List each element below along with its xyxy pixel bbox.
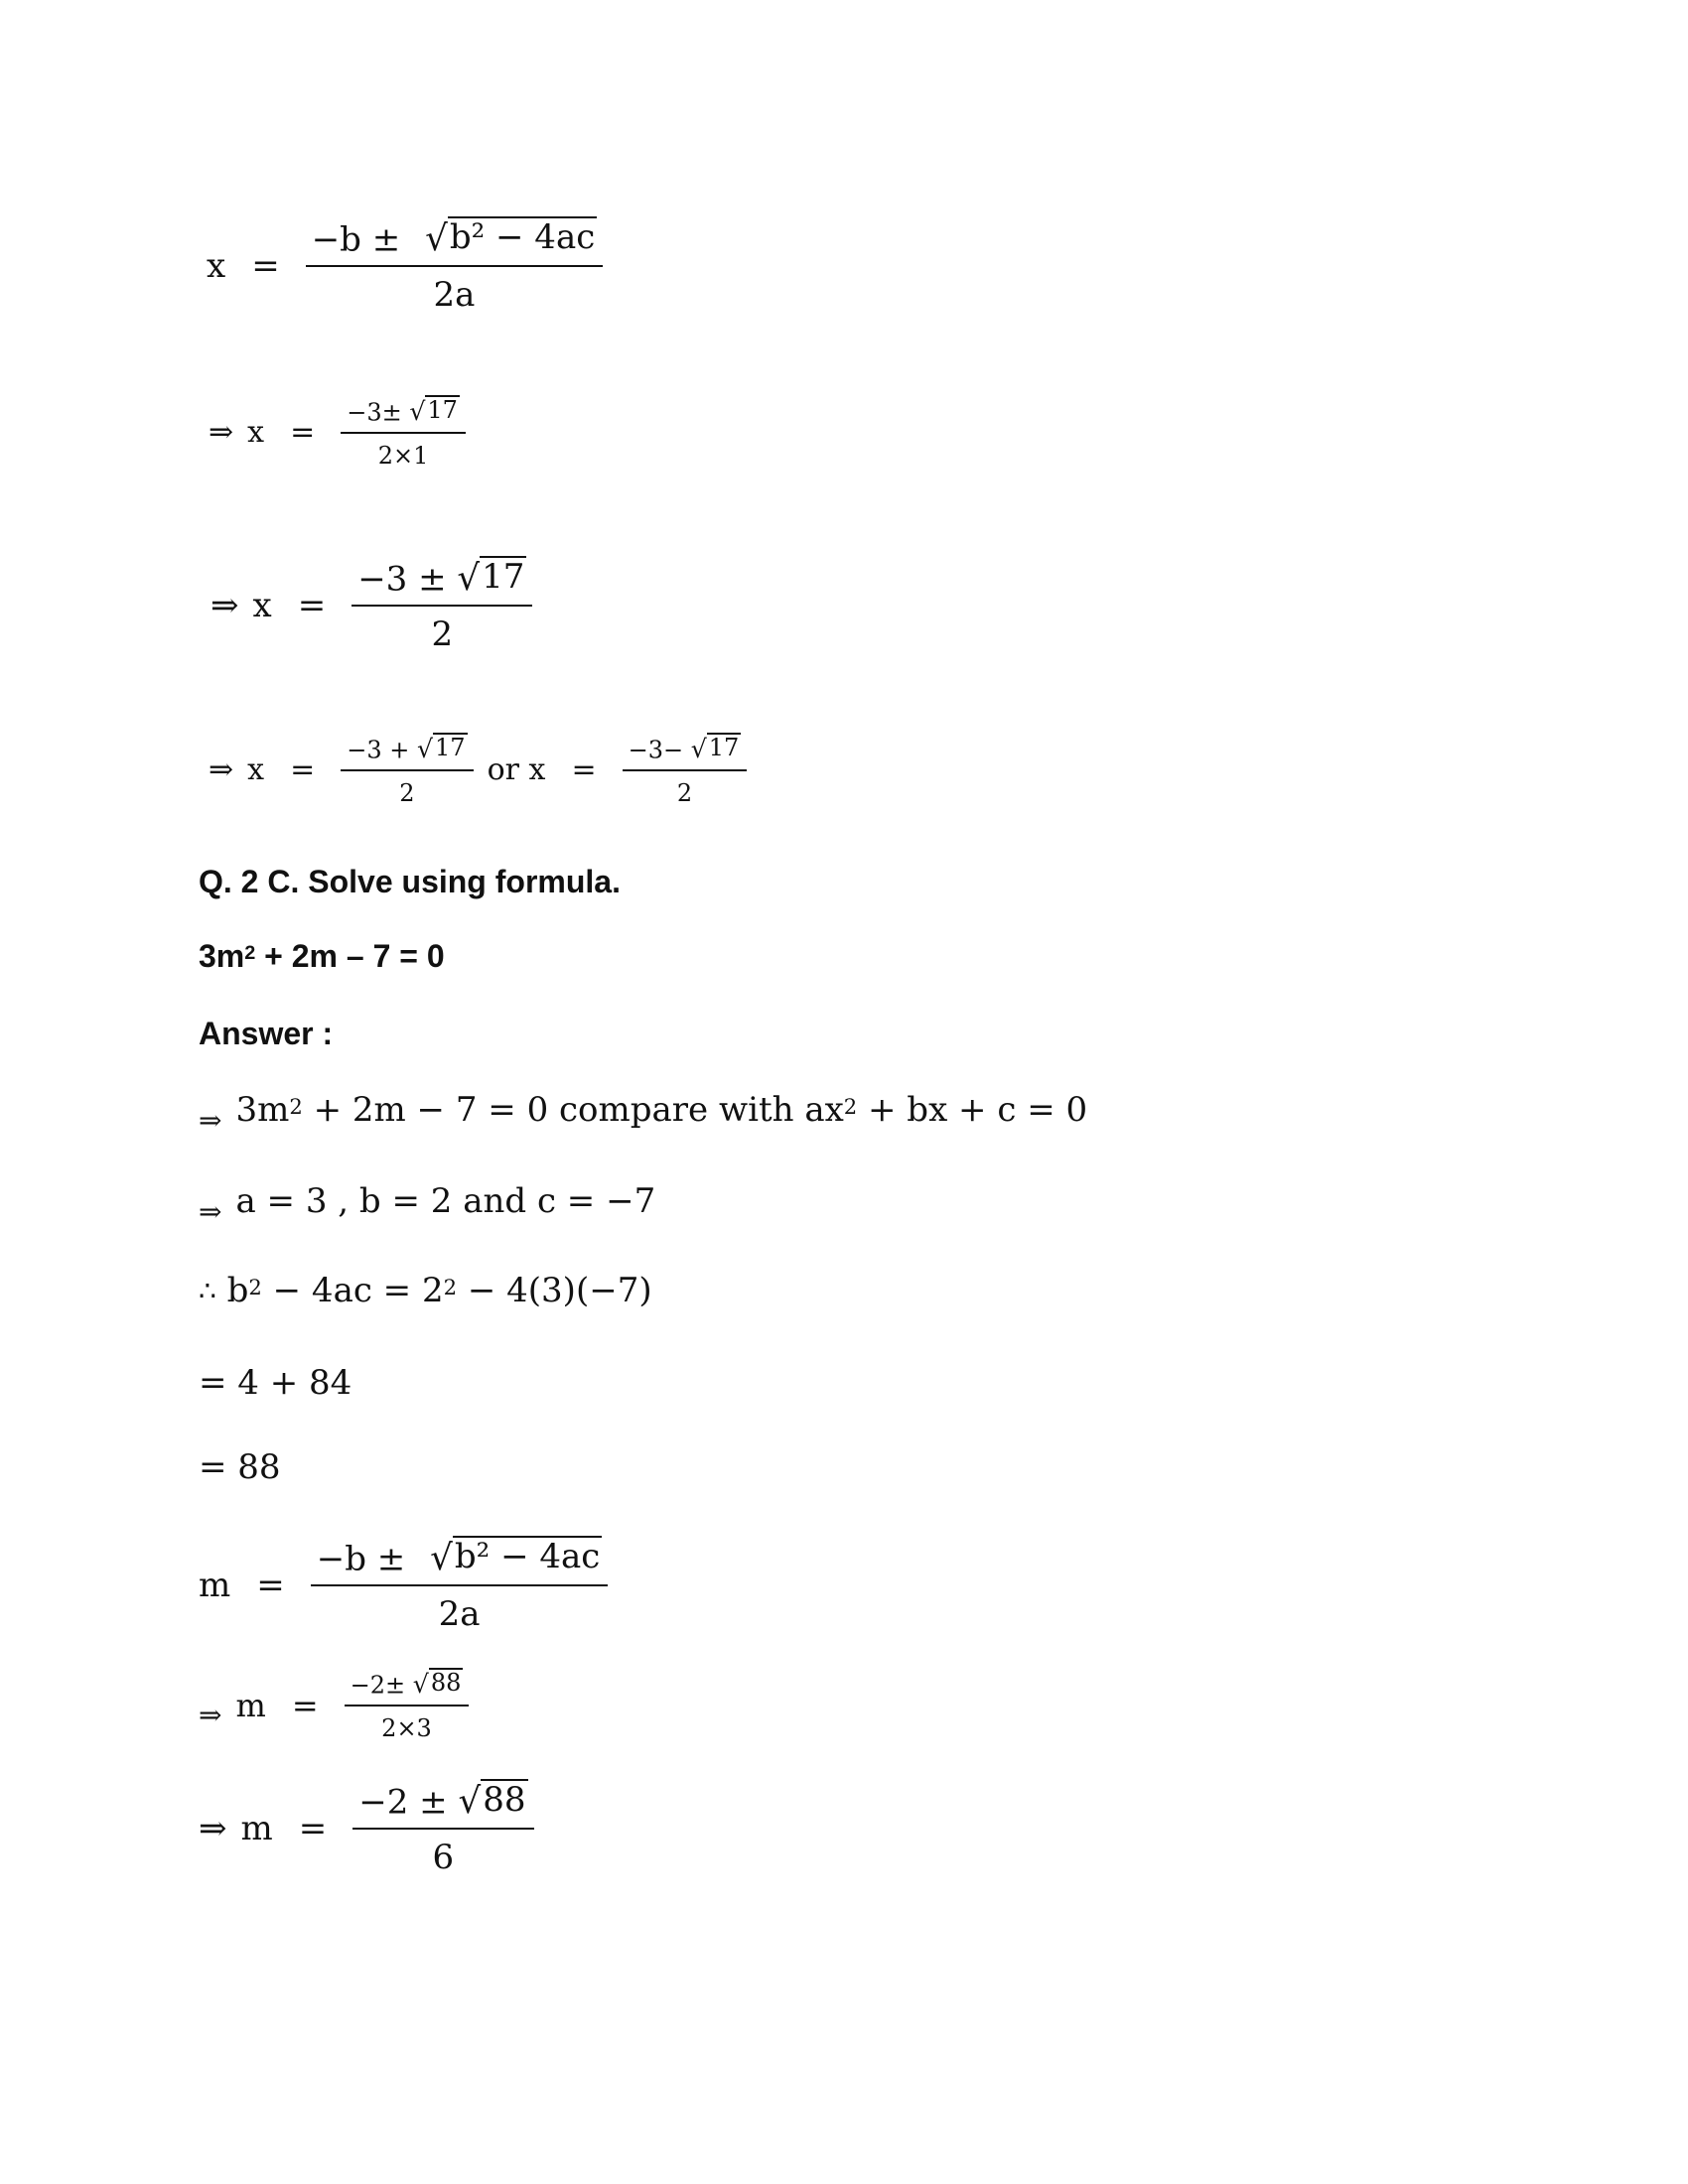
- solution-discriminant: [199, 1271, 652, 1310]
- square-root: [409, 395, 460, 425]
- exponent: 2: [244, 942, 256, 965]
- formula-lhs: m: [199, 1565, 231, 1605]
- question-title: Q. 2 C. Solve using formula.: [199, 864, 621, 899]
- numerator-prefix: −3 +: [347, 736, 410, 764]
- therefore-symbol: ∴: [199, 1274, 216, 1307]
- denominator: 2: [676, 779, 693, 808]
- denominator: 2: [431, 614, 454, 655]
- denominator: 2a: [438, 1594, 481, 1635]
- equals-sign: =: [290, 752, 316, 788]
- formula-lhs: m: [235, 1686, 266, 1724]
- numerator: [341, 395, 466, 434]
- numerator: [341, 733, 473, 771]
- exponent: 2: [289, 1094, 303, 1120]
- numerator: [311, 1536, 609, 1586]
- implies-symbol: ⇒: [199, 1194, 222, 1228]
- answer-label: Answer :: [199, 1016, 334, 1051]
- numerator: [352, 556, 532, 607]
- formula-lhs: x: [207, 245, 226, 286]
- radical-icon: √: [458, 1781, 482, 1823]
- fraction: [341, 395, 466, 470]
- denominator: 2×3: [381, 1714, 432, 1743]
- square-root: [413, 1668, 464, 1698]
- numerator: [345, 1668, 470, 1706]
- equals-sign: =: [571, 752, 597, 788]
- numerator-prefix: −3 ±: [357, 559, 447, 600]
- formula-m-general: [199, 1536, 608, 1634]
- implies-symbol: ⇒: [199, 1699, 222, 1732]
- solution-compare: [199, 1090, 1088, 1137]
- numerator: [352, 1779, 533, 1830]
- square-root: [425, 216, 597, 260]
- equation-part: + bx + c = 0: [857, 1090, 1088, 1130]
- radical-icon: √: [690, 735, 707, 764]
- implies-symbol: ⇒: [211, 585, 239, 625]
- fraction-root-plus: [341, 733, 473, 807]
- fraction: [345, 1668, 470, 1742]
- formula-x-substituted: [209, 395, 466, 470]
- fraction: [311, 1536, 609, 1634]
- equation-part: + 2m − 7 = 0 compare with ax: [302, 1090, 844, 1130]
- numerator-prefix: −3±: [347, 398, 402, 427]
- equation-part: + 2m – 7 = 0: [255, 938, 445, 974]
- numerator: [623, 733, 748, 771]
- equals-sign: =: [290, 415, 316, 451]
- radicand: 17: [482, 557, 525, 597]
- fraction: [352, 1779, 533, 1877]
- numerator: [306, 216, 604, 267]
- radicand: b² − 4ac: [449, 217, 596, 257]
- fraction-root-minus: [623, 733, 748, 807]
- square-root: [691, 733, 742, 762]
- denominator: 2a: [433, 275, 476, 316]
- denominator: 2×1: [377, 442, 429, 471]
- formula-lhs: x: [247, 415, 265, 451]
- denominator: 2: [399, 779, 415, 808]
- formula-m-simplified: [199, 1779, 534, 1877]
- solution-result: = 88: [199, 1447, 281, 1487]
- fraction: [352, 556, 532, 654]
- formula-x-simplified: [211, 556, 532, 654]
- square-root: [458, 1779, 527, 1823]
- fraction: [306, 216, 604, 315]
- equals-sign: =: [297, 585, 327, 625]
- or-text: or x: [487, 752, 546, 788]
- radical-icon: √: [412, 1670, 429, 1700]
- square-root: [430, 1536, 602, 1579]
- numerator-prefix: −b ±: [311, 219, 401, 260]
- equation-part: 3m: [235, 1090, 290, 1130]
- square-root: [457, 556, 526, 600]
- equation-part: − 4(3)(−7): [457, 1271, 652, 1310]
- radical-icon: √: [409, 397, 426, 427]
- solution-coefficients: [199, 1181, 656, 1228]
- formula-x-general: [207, 216, 603, 315]
- numerator-prefix: −3−: [628, 736, 684, 764]
- formula-lhs: x: [247, 752, 265, 788]
- radicand: 17: [435, 734, 466, 761]
- implies-symbol: ⇒: [209, 752, 234, 788]
- implies-symbol: ⇒: [199, 1808, 227, 1848]
- equals-sign: =: [251, 245, 280, 286]
- radical-icon: √: [416, 735, 434, 764]
- formula-lhs: m: [240, 1808, 273, 1848]
- equation-part: b: [215, 1271, 249, 1310]
- square-root: [417, 733, 468, 762]
- radical-icon: √: [457, 558, 481, 600]
- radicand: 17: [708, 734, 740, 761]
- denominator: 6: [432, 1838, 455, 1878]
- numerator-prefix: −2 ±: [358, 1782, 448, 1823]
- exponent: 2: [843, 1094, 858, 1120]
- numerator-prefix: −b ±: [316, 1539, 406, 1579]
- implies-symbol: ⇒: [209, 415, 234, 451]
- radicand: 88: [483, 1780, 526, 1820]
- radical-icon: √: [425, 218, 448, 260]
- radicand: b² − 4ac: [454, 1537, 601, 1576]
- exponent: 2: [248, 1275, 262, 1300]
- exponent: 2: [443, 1275, 458, 1300]
- coefficients-text: a = 3 , b = 2 and c = −7: [235, 1181, 656, 1221]
- equation-part: 3m: [199, 938, 245, 974]
- implies-symbol: ⇒: [199, 1103, 222, 1137]
- formula-x-roots: [209, 733, 747, 807]
- radical-icon: √: [430, 1538, 453, 1579]
- formula-lhs: x: [252, 585, 272, 625]
- solution-sum: = 4 + 84: [199, 1363, 352, 1403]
- equals-sign: =: [256, 1565, 285, 1605]
- equals-sign: =: [291, 1686, 319, 1724]
- radicand: 17: [427, 396, 458, 424]
- radicand: 88: [430, 1669, 462, 1697]
- formula-m-substituted: [199, 1668, 469, 1742]
- equation-part: − 4ac = 2: [261, 1271, 444, 1310]
- equals-sign: =: [298, 1808, 328, 1848]
- question-equation: [199, 938, 445, 975]
- numerator-prefix: −2±: [350, 1671, 406, 1700]
